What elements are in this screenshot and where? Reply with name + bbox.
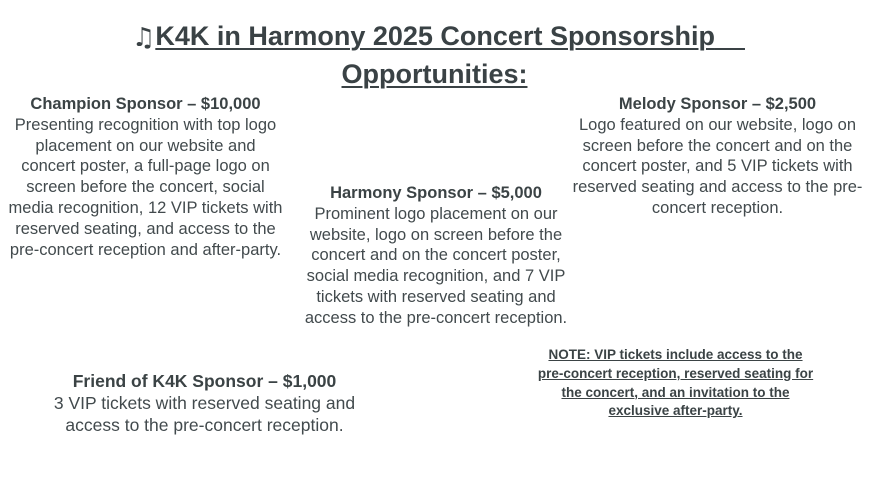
title-line-2: Opportunities: bbox=[341, 59, 528, 89]
friend-sponsor-heading: Friend of K4K Sponsor – $1,000 bbox=[72, 371, 337, 391]
title-line-1 bbox=[0, 18, 873, 56]
title-text: K4K in Harmony 2025 Concert Sponsorship bbox=[155, 21, 715, 51]
music-notes-icon: ♫ bbox=[132, 23, 156, 53]
champion-sponsor-description: Presenting recognition with top logo placement on our website and concert poster, a full-page logo on screen before the concert, social media recognition, 12 VIP tickets with reserved seating, and access to the pre-concert reception and after-party. bbox=[8, 115, 283, 259]
champion-sponsor-block bbox=[8, 94, 283, 260]
harmony-sponsor-description: Prominent logo placement on our website, logo on screen before the concert and on the concert poster, social media recognition, and 7 VIP tickets with reserved seating and access to the pre-concert reception. bbox=[304, 204, 568, 327]
harmony-sponsor-block bbox=[290, 183, 582, 329]
page-title bbox=[0, 18, 873, 92]
melody-sponsor-heading: Melody Sponsor – $2,500 bbox=[618, 95, 817, 113]
friend-sponsor-description: 3 VIP tickets with reserved seating and access to the pre-concert reception. bbox=[53, 393, 356, 435]
harmony-sponsor-heading: Harmony Sponsor – $5,000 bbox=[330, 184, 542, 202]
melody-sponsor-block bbox=[570, 94, 865, 219]
vip-note: NOTE: VIP tickets include access to the pre-concert reception, reserved seating for the concert, and an invitation to the exclusive after-party. bbox=[537, 347, 814, 419]
melody-sponsor-description: Logo featured on our website, logo on screen before the concert and on the concert poster, and 5 VIP tickets with reserved seating and access to the pre-concert reception. bbox=[572, 115, 863, 217]
champion-sponsor-heading: Champion Sponsor – $10,000 bbox=[30, 95, 261, 113]
friend-sponsor-block bbox=[52, 370, 357, 436]
